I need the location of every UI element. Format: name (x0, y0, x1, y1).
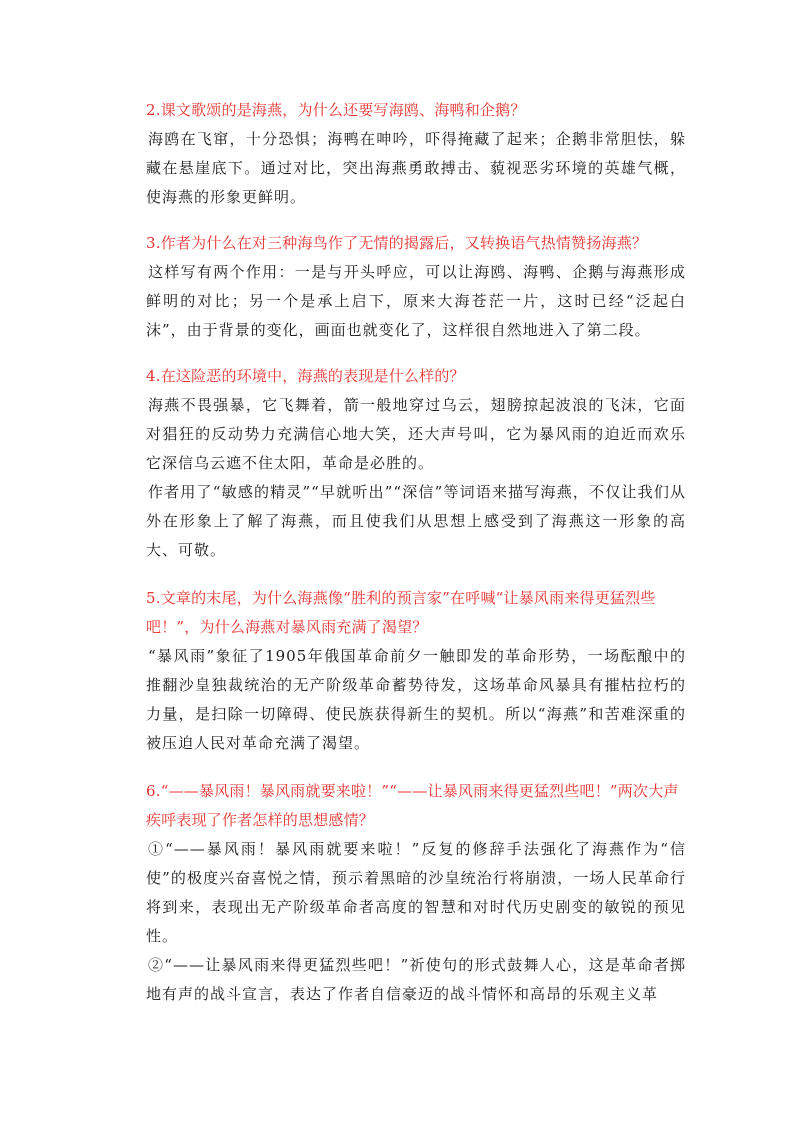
question-6: 6.“——暴风雨！暴风雨就要来啦！”“——让暴风雨来得更猛烈些吧！”两次大声疾呼表现了作者怎样的思想感情？ (146, 782, 679, 829)
answer-6-paragraph-2: ②“——让暴风雨来得更猛烈些吧！”祈使句的形式鼓舞人心，这是革命者掷地有声的战斗宣言，表达了作者自信豪迈的战斗情怀和高昂的乐观主义革 (146, 956, 686, 1003)
answer-4-paragraph-1: 海燕不畏强暴，它飞舞着，箭一般地穿过乌云，翅膀掠起波浪的飞沫，它面对猖狂的反动势力充满信心地大笑，还大声号叫，它为暴风雨的迫近而欢乐它深信乌云遮不住太阳，革命是必胜的。 (146, 396, 686, 472)
qa-section-5 (146, 584, 686, 758)
qa-section-6 (146, 777, 686, 1009)
qa-section-3 (146, 229, 686, 345)
document-page (146, 96, 686, 1009)
answer-4-paragraph-2: 作者用了“敏感的精灵”“早就听出”“深信”等词语来描写海燕，不仅让我们从外在形象上了解了海燕，而且使我们从思想上感受到了海燕这一形象的高大、可敬。 (146, 483, 686, 559)
question-4: 4.在这险恶的环境中，海燕的表现是什么样的？ (146, 367, 465, 385)
qa-section-4 (146, 362, 686, 565)
question-3: 3.作者为什么在对三种海鸟作了无情的揭露后，又转换语气热情赞扬海燕？ (146, 234, 648, 252)
answer-6-paragraph-1: ①“——暴风雨！暴风雨就要来啦！”反复的修辞手法强化了海燕作为“信使”的极度兴奋喜悦之情，预示着黑暗的沙皇统治行将崩溃，一场人民革命行将到来，表现出无产阶级革命者高度的智慧和对时代历史剧变的敏锐的预见性。 (146, 840, 686, 945)
question-2: 2.课文歌颂的是海燕，为什么还要写海鸥、海鸭和企鹅？ (146, 101, 526, 119)
answer-2-paragraph-1: 海鸥在飞窜，十分恐惧；海鸭在呻吟，吓得掩藏了起来；企鹅非常胆怯，躲藏在悬崖底下。通过对比，突出海燕勇敢搏击、藐视恶劣环境的英雄气概，使海燕的形象更鲜明。 (146, 130, 686, 206)
qa-section-2 (146, 96, 686, 212)
question-5: 5.文章的末尾，为什么海燕像“胜利的预言家”在呼喊“让暴风雨来得更猛烈些吧！”，为什么海燕对暴风雨充满了渴望？ (146, 589, 656, 636)
answer-5-paragraph-1: “暴风雨”象征了1905年俄国革命前夕一触即发的革命形势，一场酝酿中的推翻沙皇独裁统治的无产阶级革命蓄势待发，这场革命风暴具有摧枯拉朽的力量，是扫除一切障碍、使民族获得新生的契机。所以“海燕”和苦难深重的被压迫人民对革命充满了渴望。 (146, 647, 686, 752)
answer-3-paragraph-1: 这样写有两个作用：一是与开头呼应，可以让海鸥、海鸭、企鹅与海燕形成鲜明的对比；另一个是承上启下，原来大海苍茫一片，这时已经“泛起白沫”，由于背景的变化，画面也就变化了，这样很自然地进入了第二段。 (146, 263, 686, 339)
